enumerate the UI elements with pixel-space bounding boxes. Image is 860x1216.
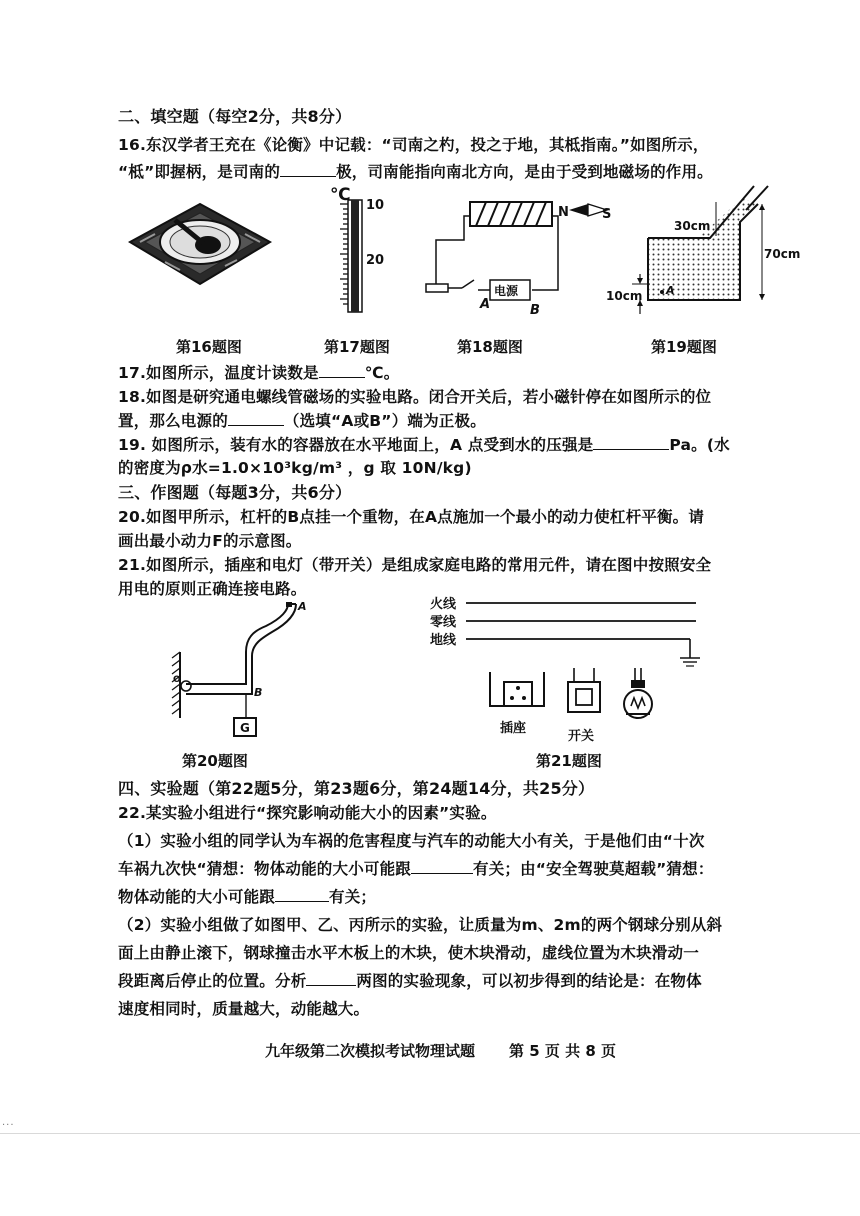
label-n: N [558, 205, 569, 220]
page-edge-divider [0, 1133, 860, 1134]
question-21-line-2: 用电的原则正确连接电路。 [118, 580, 307, 598]
question-18-line-2: 置，那么电源的 （选填“A或B”）端为正极。 [118, 412, 486, 430]
label-a: A [480, 297, 491, 312]
pivot-o-label: O [173, 675, 181, 685]
answer-blank-22-2[interactable] [306, 971, 356, 986]
figure-19-water-container [606, 182, 801, 330]
label-70cm: 70cm [764, 247, 801, 261]
figure-16-sinan [125, 200, 275, 290]
question-22-2-line-1: （2）实验小组做了如图甲、乙、丙所示的实验，让质量为m、2m的两个钢球分别从斜 [118, 916, 723, 934]
figure-20-lever [170, 600, 320, 740]
figure-16-caption: 第16题图 [176, 338, 242, 356]
point-b-label: B [254, 686, 263, 699]
point-a-label: A [298, 600, 307, 613]
figure-18-solenoid-circuit [424, 196, 620, 316]
socket-label: 插座 [500, 721, 527, 736]
unit-label: ℃ [330, 185, 351, 205]
question-18-line-1: 18.如图是研究通电螺线管磁场的实验电路。闭合开关后，若小磁针停在如图所示的位 [118, 388, 712, 406]
question-22-1-line-3: 物体动能的大小可能跟 有关； [118, 888, 377, 906]
answer-blank-17[interactable] [319, 363, 365, 378]
ground-wire-label: 地线 [430, 633, 457, 648]
question-19-line-2: 的密度为ρ水=1.0×10³kg/m³ ，g 取 10N/kg) [118, 459, 472, 477]
section-3-title: 三、作图题（每题3分，共6分） [118, 483, 352, 502]
section-2-title: 二、填空题（每空2分，共8分） [118, 107, 352, 126]
figure-17-thermometer [330, 186, 390, 312]
switch-label: 开关 [568, 729, 595, 744]
figure-20-caption: 第20题图 [182, 752, 248, 770]
page-number: 第 5 页 共 8 页 [509, 1042, 617, 1060]
label-s: S [602, 207, 612, 222]
answer-blank-22-1b[interactable] [275, 887, 329, 902]
question-16-line-2: “柢”即握柄，是司南的 极，司南能指向南北方向，是由于受到地磁场的作用。 [118, 163, 713, 181]
question-22-1-line-1: （1）实验小组的同学认为车祸的危害程度与汽车的动能大小有关，于是他们由“十次 [118, 832, 705, 850]
answer-blank-16[interactable] [280, 162, 336, 177]
figure-17-caption: 第17题图 [324, 338, 390, 356]
figure-21-caption: 第21题图 [536, 752, 602, 770]
question-16-line-1: 16.东汉学者王充在《论衡》中记载：“司南之杓，投之于地，其柢指南。”如图所示， [118, 136, 709, 154]
exam-title: 九年级第二次模拟考试物理试题 [265, 1042, 476, 1060]
label-10cm: 10cm [606, 289, 643, 303]
question-19-line-1: 19. 如图所示，装有水的容器放在水平地面上，A 点受到水的压强是 Pa。(水 [118, 436, 730, 454]
section-4-title: 四、实验题（第22题5分，第23题6分，第24题14分，共25分） [118, 779, 595, 798]
question-22-2-line-4: 速度相同时，质量越大，动能越大。 [118, 1000, 370, 1018]
question-22-title: 22.某实验小组进行“探究影响动能大小的因素”实验。 [118, 804, 497, 822]
question-20-line-2: 画出最小动力F的示意图。 [118, 532, 302, 550]
scan-artifact-dots: ··· [2, 1120, 15, 1131]
tick-20: 20 [366, 253, 385, 268]
figure-21-household-circuit [428, 594, 718, 744]
live-wire-label: 火线 [430, 597, 457, 612]
answer-blank-22-1a[interactable] [411, 859, 473, 874]
answer-blank-19[interactable] [593, 435, 669, 450]
question-22-1-line-2: 车祸九次快“猜想：物体动能的大小可能跟 有关；由“安全驾驶莫超载”猜想： [118, 860, 714, 878]
label-b: B [530, 303, 540, 318]
power-source-label: 电源 [494, 284, 519, 298]
page-footer [265, 1040, 616, 1061]
label-30cm: 30cm [674, 219, 711, 233]
figure-19-caption: 第19题图 [651, 338, 717, 356]
question-22-2-line-3: 段距离后停止的位置。分析 两图的实验现象，可以初步得到的结论是：在物体 [118, 972, 702, 990]
neutral-wire-label: 零线 [430, 615, 457, 630]
question-21-line-1: 21.如图所示，插座和电灯（带开关）是组成家庭电路的常用元件，请在图中按照安全 [118, 556, 712, 574]
tick-10: 10 [366, 198, 385, 213]
figure-18-caption: 第18题图 [457, 338, 523, 356]
question-22-2-line-2: 面上由静止滚下，钢球撞击水平木板上的木块，使木块滑动，虚线位置为木块滑动一 [118, 944, 699, 962]
point-a-label: A [666, 284, 675, 297]
weight-g-label: G [240, 721, 250, 735]
question-17: 17.如图所示，温度计读数是 ℃。 [118, 364, 400, 382]
question-20-line-1: 20.如图甲所示，杠杆的B点挂一个重物，在A点施加一个最小的动力使杠杆平衡。请 [118, 508, 705, 526]
answer-blank-18[interactable] [228, 411, 284, 426]
